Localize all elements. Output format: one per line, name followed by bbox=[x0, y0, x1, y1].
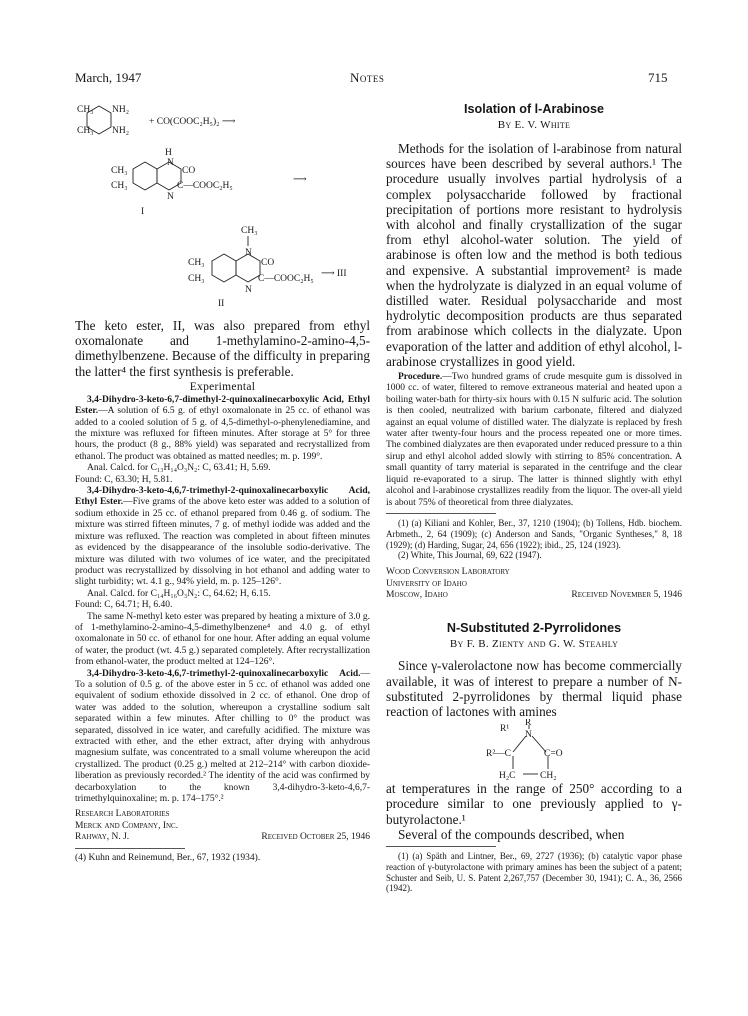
n-atom: N bbox=[525, 730, 532, 741]
benzene-ring bbox=[133, 162, 157, 190]
reaction-scheme-1 bbox=[75, 102, 370, 146]
byline: By F. B. Zienty and G. W. Steahly bbox=[449, 638, 619, 651]
affiliation-line bbox=[386, 590, 682, 601]
affiliation bbox=[75, 809, 370, 843]
footnote-rule bbox=[386, 846, 496, 847]
footnote: (2) White, This Journal, 69, 622 (1947). bbox=[398, 550, 542, 561]
methyl-group: CH₃ bbox=[188, 274, 205, 284]
affiliation-line: Merck and Company, Inc. bbox=[75, 820, 179, 831]
procedure-label: Procedure. bbox=[398, 372, 443, 383]
h-atom: H bbox=[165, 148, 172, 158]
body-paragraph: at temperatures in the range of 250° according to a procedure similar to one previously applied to γ-butyrolactone.¹ bbox=[386, 781, 682, 827]
reagent-text: + CO(COOC₂H₅)₂ ⟶ bbox=[149, 117, 236, 127]
location: Rahway, N. J. bbox=[75, 832, 130, 843]
compound-name: 3,4-Dihydro-3-keto-6,7-dimethyl-2-quinoxalinecarboxylic Acid, Ethyl Ester. bbox=[75, 394, 370, 417]
methyl-group: CH₃ bbox=[77, 126, 94, 136]
structure-I bbox=[75, 146, 370, 224]
footnote: (1) (a) Späth and Lintner, Ber., 69, 2727 (1936); (b) catalytic vapor phase reaction of γ-butyrolactone with primary amines has been the subject of a patent; Schuster and Seib, U. S. Patent 2,267,757 (December 30, 1941); C. A., 36, 2566 (1942). bbox=[386, 850, 682, 894]
page-number: 715 bbox=[648, 70, 668, 85]
structure-II bbox=[75, 224, 370, 314]
body-paragraph: Since γ-valerolactone now has become commercially available, it was of interest to prepare a number of N-substituted 2-pyrrolidones by thermal liquid phase reaction of lactones with amines bbox=[386, 658, 682, 719]
footnote: (4) Kuhn and Reinemund, Ber., 67, 1932 (1934). bbox=[75, 852, 261, 863]
n-atom: N bbox=[245, 285, 252, 295]
reaction-arrow: ⟶ bbox=[293, 175, 307, 185]
affiliation-line: Research Laboratories bbox=[75, 809, 170, 820]
analysis-line: Anal. Calcd. for C₁₄H₁₆O₃N₂: C, 64.62; H, 6.15. bbox=[87, 588, 271, 599]
compound-label: II bbox=[218, 299, 225, 309]
methyl-group: CH₃ bbox=[77, 105, 94, 115]
procedure-paragraph: The same N-methyl keto ester was prepared by heating a mixture of 3.0 g. of 1-methylamino-2-amino-4,5-dimethylbenzene⁴ and 4.0 g. of ethyl oxomalonate in 50 cc. of ethanol for one hour. After adding an equal volume of water, the product (wt. 4.5 g.) separated completely. After recrystallization from ethanol-water, the product melted at 124–126°. bbox=[75, 611, 370, 668]
body-paragraph: Several of the compounds described, when bbox=[398, 826, 625, 842]
n-atom: N bbox=[167, 158, 174, 168]
location: Moscow, Idaho bbox=[386, 589, 448, 600]
substituent-label: R bbox=[525, 719, 532, 729]
footnote-rule bbox=[75, 848, 185, 849]
procedure-paragraph bbox=[75, 486, 370, 589]
ester-label: C—COOC₂H₅ bbox=[177, 181, 233, 191]
paragraph-text: —Two hundred grams of crude mesquite gum is dissolved in 1000 cc. of water, filtered to remove extraneous material and heated upon a boiling water-bath for thirty-six hours with 0.15 N sulfuric acid. The solution is then cooled, neutralized with barium carbonate, filtered and dialyzed against an equal volume of distilled water. The dialyzate is replaced by fresh water after twenty-four hours and the process repeated one or more times. The combined dialyzates are then evaporated under reduced pressure to a thin sirup and ethyl alcohol added slowly with stirring to 85% concentration. A small quantity of tarry material is separated in the centrifuge and the clear liquid re-evaporated to a sirup. The latter is thinned slightly with ethyl alcohol and l-arabinose crystallizes readily from the liquor. The over-all yield is about 75% of theoretical from three dialyzates. bbox=[386, 372, 682, 508]
methyl-group: CH₃ bbox=[241, 226, 258, 236]
methyl-group: CH₃ bbox=[111, 181, 128, 191]
procedure-paragraph bbox=[386, 372, 682, 509]
intro-paragraph: The keto ester, II, was also prepared from ethyl oxomalonate and 1-methylamino-2-amino-4,5-dimethylbenzene. Because of the difficulty in preparing the latter⁴ the first synthesis is preferable. bbox=[75, 318, 370, 379]
compound-name: 3,4-Dihydro-3-keto-4,6,7-trimethyl-2-quinoxalinecarboxylic Acid. bbox=[87, 668, 361, 679]
carbonyl-label: C=O bbox=[544, 749, 563, 760]
footnote-rule bbox=[386, 513, 496, 514]
byline: By E. V. White bbox=[497, 119, 571, 131]
procedure-paragraph bbox=[75, 395, 370, 463]
article-title: N-Substituted 2-Pyrrolidones bbox=[446, 621, 622, 636]
methylene-label: CH₂ bbox=[540, 771, 557, 782]
received-date: Received October 25, 1946 bbox=[261, 832, 370, 843]
benzene-ring bbox=[212, 254, 236, 282]
substituent-label: R²—C bbox=[486, 749, 512, 760]
footnote: (1) (a) Kiliani and Kohler, Ber., 37, 1210 (1904); (b) Tollens, Hdb. biochem. Arbmeth., 2, 64 (1909); (c) Anderson and Sands, "Organic Syntheses," 8, 18 (1929); (d) Harding, Sugar, 24, 656 (1922); ibid., 25, 124 (1923). bbox=[386, 517, 682, 550]
analysis-line: Anal. Calcd. for C₁₃H₁₄O₃N₂: C, 63.41; H, 5.69. bbox=[87, 463, 271, 474]
n-atom: N bbox=[245, 248, 252, 258]
amino-group: NH₂ bbox=[112, 126, 130, 136]
right-column bbox=[386, 102, 682, 894]
paragraph-text: —Five grams of the above keto ester was added to a solution of sodium ethoxide in 25 cc. of ethanol prepared from 0.46 g. of sodium. The mixture was stirred fifteen minutes, 7 g. of methyl iodide was added and the mixture was refluxed. The reaction was completed in about fifteen minutes as evidenced by the disappearance of the insoluble sodio-derivative. The mixture was diluted with two volumes of ice water, and the precipitated product was recrystallized by dissolving in hot ethanol and adding water to slight turbidity; wt. 4.1 g., 94% yield, m. p. 125–126°. bbox=[75, 497, 370, 588]
methyl-group: CH₃ bbox=[111, 166, 128, 176]
ester-label: C—COOC₂H₅ bbox=[258, 274, 314, 284]
affiliation-line: University of Idaho bbox=[386, 578, 467, 589]
body-paragraph: Methods for the isolation of l-arabinose from natural sources have been described by several authors.¹ The procedure usually involves partial hydrolysis of a complex polysaccharide followed by fractional precipitation of portions more resistant to hydrolysis with alcohol and finally crystallization of the sugar from ethyl alcohol-water solution. The yield of arabinose is often low and the method is both tedious and expensive. A substantial improvement² is made when the hydrolyzate is dialyzed in an equal volume of distilled water. Residual polysaccharide and most hydrolytic decomposition products are thus separated from arabinose which collects in the dialyzate. Upon evaporation of the latter and addition of ethyl alcohol, l-arabinose crystallizes in good yield. bbox=[386, 141, 682, 369]
compound-label: I bbox=[141, 207, 145, 217]
analysis-line: Found: C, 63.30; H, 5.81. bbox=[75, 474, 173, 485]
compound-name: 3,4-Dihydro-3-keto-4,6,7-trimethyl-2-quinoxalinecarboxylic Acid, Ethyl Ester. bbox=[75, 486, 370, 508]
affiliation-line: Wood Conversion Laboratory bbox=[386, 567, 510, 578]
methylene-label: H₂C bbox=[499, 771, 516, 782]
affiliation bbox=[386, 567, 682, 601]
running-header-section: Notes bbox=[350, 70, 385, 85]
analysis-line: Found: C, 64.71; H, 6.40. bbox=[75, 600, 173, 611]
pyrrolidone-structure bbox=[386, 719, 682, 781]
left-column bbox=[75, 102, 370, 864]
paragraph-text: —To a solution of 0.5 g. of the above ester in 5 cc. of ethanol was added one equivalent of sodium ethoxide dissolved in 2 cc. of ethanol. One drop of water was added to the solution, whereupon a crystalline sodium salt separated within a few minutes. After chilling to 0° the product was separated, dissolved in ice water, and carefully acidified. The mixture was extracted with ether, and the ether extract, after drying with anhydrous magnesium sulfate, was concentrated to a small volume whereupon the acid crystallized. The product (0.25 g.) melted at 212–214° with carbon dioxide-liberation as previously recorded.² The identity of the acid was confirmed by decarboxylation to the known 3,4-dihydro-3-keto-4,6,7-trimethylquinoxaline; m. p. 174–175°.² bbox=[75, 668, 370, 805]
methyl-group: CH₃ bbox=[188, 258, 205, 268]
carbonyl-label: CO bbox=[261, 258, 275, 268]
paragraph-text: —A solution of 6.5 g. of ethyl oxomalonate in 25 cc. of ethanol was added to a cooled solution of 5 g. of 4,5-dimethyl-o-phenylenediamine, and the mixture was refluxed for fifteen minutes. After storage at 5° for three hours, the product (8 g., 88% yield) was separated and recrystallized from ethanol. The product was obtained as matted needles; m. p. 199°. bbox=[75, 406, 370, 462]
received-date: Received November 5, 1946 bbox=[571, 589, 682, 600]
affiliation-line bbox=[75, 832, 370, 843]
reaction-arrow: ⟶ III bbox=[321, 269, 347, 279]
carbonyl-label: CO bbox=[182, 166, 196, 176]
substituent-label: R¹ bbox=[500, 724, 510, 735]
amino-group: NH₂ bbox=[112, 105, 130, 115]
procedure-paragraph bbox=[75, 669, 370, 806]
article-title: Isolation of l-Arabinose bbox=[464, 102, 604, 116]
running-header-date: March, 1947 bbox=[75, 70, 142, 85]
n-atom: N bbox=[167, 192, 174, 202]
pyrazine-ring bbox=[236, 254, 260, 282]
section-heading: Experimental bbox=[189, 380, 256, 393]
